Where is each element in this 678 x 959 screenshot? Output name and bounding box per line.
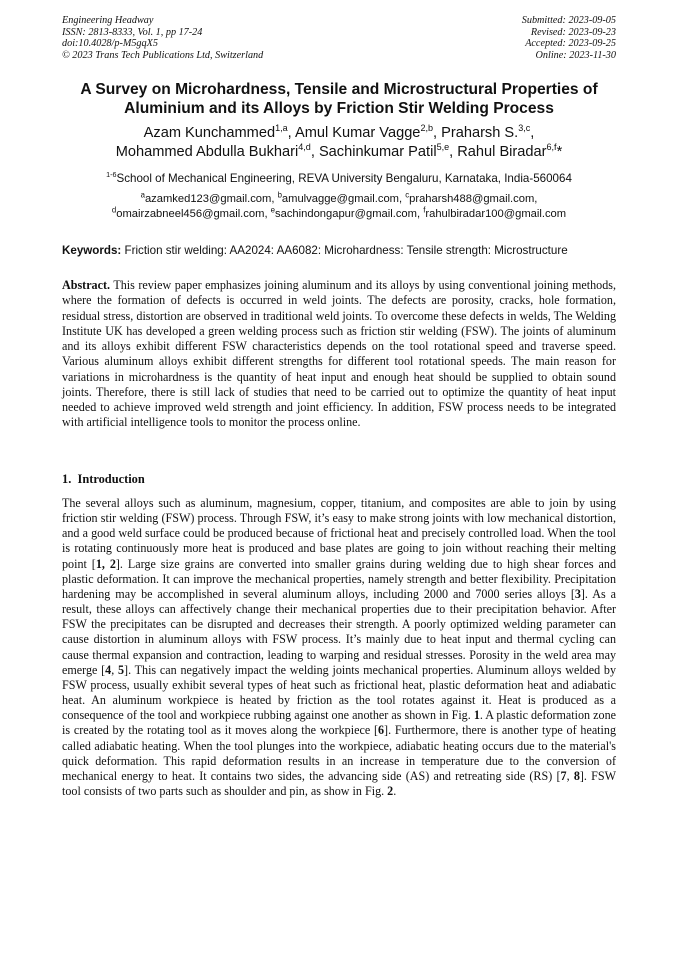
abstract: [62, 278, 616, 431]
author-sep: ,: [449, 144, 458, 160]
citation[interactable]: 8: [573, 768, 580, 783]
email-address[interactable]: rahulbiradar100@gmail.com: [425, 207, 567, 220]
author-sup: 2,b: [420, 123, 434, 134]
email-sep: ,: [264, 207, 271, 220]
citation[interactable]: 3: [574, 586, 581, 601]
email-address[interactable]: sachindongapur@gmail.com: [275, 207, 417, 220]
citation[interactable]: 7: [560, 768, 567, 783]
submitted-date: Submitted: 2023-09-05: [521, 15, 616, 26]
section-heading-introduction: [62, 472, 145, 487]
title-line-2: Aluminium and its Alloys by Friction Stir Welding Process: [124, 100, 554, 117]
online-date: Online: 2023-11-30: [535, 49, 616, 61]
affiliation-sup: 1-6: [106, 170, 117, 180]
email-sup: f: [423, 204, 426, 214]
introduction-paragraph: [62, 496, 616, 799]
intro-text: ]. Furthermore, there is another type of heating called adiabatic heating. When the tool plunges into the workpiece, adiabatic heating occurs due to the material's quick deformation. This rapid deformation results in an increase in temperature due to the conversion of mechanical energy to heat. It contains two sides, the advancing side (AS) and retreating side (RS) [: [62, 723, 616, 783]
email-line-1: [40, 192, 638, 207]
abstract-label: Abstract.: [62, 278, 111, 292]
author-sep: ,: [433, 125, 442, 141]
section-number: 1.: [62, 472, 72, 486]
author-sep: ,: [530, 125, 535, 141]
author-name: Azam Kunchammed: [143, 125, 276, 141]
intro-text: ,: [566, 768, 574, 783]
email-sep: ,: [271, 193, 278, 205]
abstract-text: This review paper emphasizes joining aluminum and its alloys by using conventional joining methods, where the formation of defects is occurred in weld joints. The defects are porosity, cracks, hole formation, residual stress, distortion are observed in traditional weld joints. To overcome these defects in welds, The Welding Institute UK has developed a green welding process such as friction stir welding (FSW). The joints of aluminum and its alloys exhibit different FSW characteristics depends on the tool rotational speed and traverse speed. Various aluminum alloys exhibit different strengths for different tool rotational speeds. The main reason for variations in microhardness is the quantity of heat input and enough heat should be supplied to obtain sound joints. Therefore, there is still lack of studies that need to be carried out to optimize the quantity of heat input needed to achieve improved weld strength and joint efficiency. In addition, FSW process needs to be integrated with artificial intelligence tools to monitor the process online.: [62, 278, 617, 430]
affiliation-text: School of Mechanical Engineering, REVA University Bengaluru, Karnataka, India-560064: [116, 172, 572, 185]
corresponding-mark: *: [556, 144, 563, 160]
author-list: [40, 124, 638, 162]
intro-text: .: [393, 783, 397, 798]
author-sup: 5,e: [436, 142, 450, 153]
email-address[interactable]: omairzabneel456@gmail.com: [116, 207, 265, 220]
email-sup: e: [270, 204, 276, 214]
email-sep: ,: [399, 193, 406, 205]
email-address[interactable]: azamked123@gmail.com: [144, 193, 272, 205]
email-sup: c: [405, 190, 410, 200]
paper-title: [40, 80, 638, 118]
citation[interactable]: 1, 2: [95, 556, 116, 571]
author-sep: ,: [310, 144, 319, 160]
author-line-1: [40, 124, 638, 143]
copyright-line: © 2023 Trans Tech Publications Ltd, Switzerland: [62, 49, 264, 61]
intro-text: ]. This can negatively impact the welding joints mechanical properties. Aluminum alloys welded by FSW process, usually exhibit several types of heat such as frictional heat, plastic deformation heat and adiabatic heat. An aluminum workpiece is heated by friction as the tool rotates against it. Heat is produced as a consequence of the tool and workpiece rubbing against one another as shown in Fig.: [62, 662, 617, 723]
dates-info: [522, 15, 616, 61]
author-name: Praharsh S.: [441, 125, 519, 141]
doi-line: doi:10.4028/p-M5gqX5: [62, 38, 158, 50]
intro-text: ,: [111, 662, 118, 677]
email-sup: b: [277, 190, 282, 200]
author-name: Rahul Biradar: [457, 144, 547, 160]
email-sep: ,: [534, 193, 538, 205]
email-address[interactable]: amulvagge@gmail.com: [281, 193, 399, 205]
email-address[interactable]: praharsh488@gmail.com: [409, 193, 535, 205]
author-sup: 1,a: [275, 123, 288, 134]
author-sep: ,: [287, 125, 295, 141]
intro-text: ]. Large size grains are converted into smaller grains during welding due to high shear forces and plastic deformation. It can improve the mechanical properties, namely strength and better flexibility. Precipitation hardening may be accomplished in several aluminum alloys, including 2000 and 7000 series alloys [: [62, 556, 616, 601]
citation[interactable]: 6: [378, 723, 385, 738]
accepted-date: Accepted: 2023-09-25: [525, 38, 616, 50]
intro-text: ]. As a result, these alloys can affectively change their mechanical properties due to their precipitation behavior. After FSW the precipitates can be disrupted and decreases their strength. A poorly optimized welding parameter can cause distortion in aluminum alloys with FSW process. It’s mainly due to heat input and thermal cycling can cause thermal expansion and contraction, leading to warping and residual stresses. Porosity in the weld area may emerge [: [62, 586, 616, 677]
keywords: [62, 244, 616, 258]
journal-info: [62, 15, 263, 61]
email-sup: a: [140, 190, 145, 200]
title-line-1: A Survey on Microhardness, Tensile and Microstructural Properties of: [80, 81, 598, 98]
intro-text: ]. FSW tool consists of two parts such as shoulder and pin, as show in Fig.: [62, 768, 616, 798]
journal-name: Engineering Headway: [62, 15, 154, 26]
revised-date: Revised: 2023-09-23: [530, 26, 616, 38]
figure-ref[interactable]: 1: [473, 708, 480, 723]
email-sep: ,: [416, 207, 424, 220]
figure-ref[interactable]: 2: [387, 783, 394, 798]
citation[interactable]: 5: [118, 662, 125, 677]
author-name: Sachinkumar Patil: [318, 144, 437, 160]
author-name: Mohammed Abdulla Bukhari: [115, 144, 299, 160]
intro-text: . A plastic deformation zone is created by the rotating tool as it moves along the workpiece [: [62, 708, 616, 738]
email-sup: d: [111, 204, 117, 214]
keywords-label: Keywords:: [62, 244, 122, 257]
keywords-text: Friction stir welding: AA2024: AA6082: Microhardness: Tensile strength: Microstructure: [124, 244, 568, 257]
citation[interactable]: 4: [105, 662, 112, 677]
email-list: [40, 192, 638, 221]
section-title: Introduction: [77, 472, 145, 486]
intro-text: The several alloys such as aluminum, magnesium, copper, titanium, and composites are able to join by using friction stir welding (FSW) process. Through FSW, it’s easy to make strong joints with low mechanical distortion, and a good weld surface could be produced because of frictional heat and precisely controlled load. When the tool is rotating continuously more heat is produced and base plates are going to join without reaching their melting point [: [62, 496, 616, 571]
author-sup: 6,f: [546, 142, 557, 153]
author-line-2: [40, 143, 638, 162]
author-sup: 3,c: [518, 123, 531, 134]
email-line-2: [40, 204, 638, 222]
issn-line: ISSN: 2813-8333, Vol. 1, pp 17-24: [62, 26, 203, 38]
author-name: Amul Kumar Vagge: [294, 125, 421, 141]
author-sup: 4,d: [298, 142, 311, 153]
affiliation: [40, 172, 638, 186]
